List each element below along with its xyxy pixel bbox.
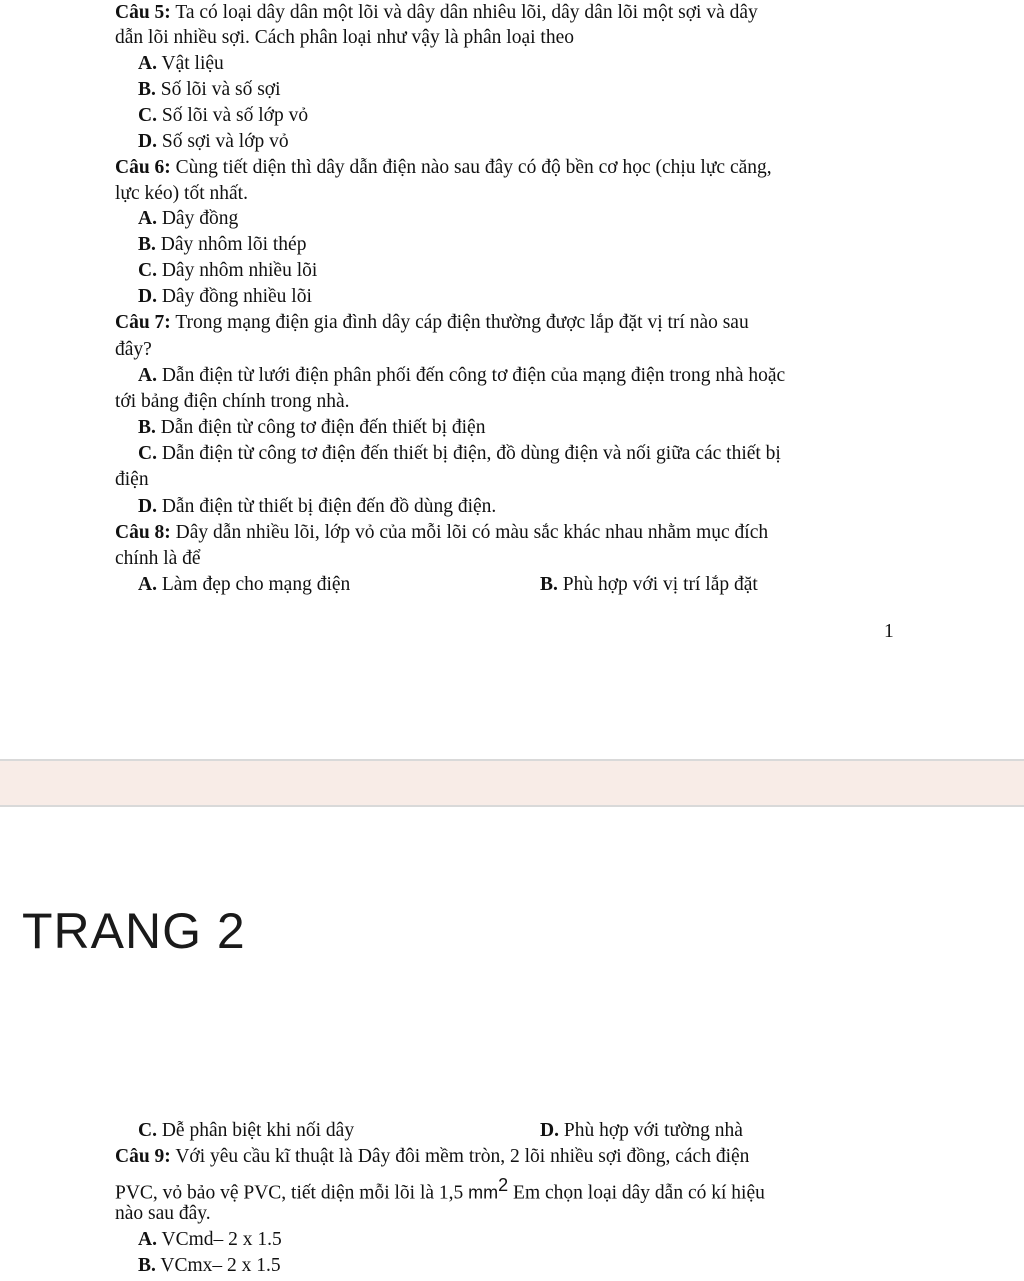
q8-option-d: D. Phù hợp với tường nhà <box>540 1120 743 1141</box>
q8-label: Câu 8: <box>115 522 171 543</box>
q5-option-d: D. Số sợi và lớp vỏ <box>138 131 289 152</box>
page-separator <box>0 759 1024 807</box>
q6-option-a: A. Dây đồng <box>138 208 239 229</box>
q7-option-a: A. Dẫn điện từ lưới điện phân phối đến công tơ điện của mạng điện trong nhà hoặc <box>138 365 786 386</box>
q7-line2: đây? <box>115 339 152 360</box>
q5-option-b: B. Số lõi và số sợi <box>138 79 281 100</box>
q5-option-c: C. Số lõi và số lớp vỏ <box>138 105 309 126</box>
q6-option-b: B. Dây nhôm lõi thép <box>138 234 307 255</box>
q8-option-b: B. Phù hợp với vị trí lắp đặt <box>540 574 758 595</box>
q7-option-d: D. Dẫn điện từ thiết bị điện đến đồ dùng điện. <box>138 496 497 517</box>
q9-line1: Câu 9: Với yêu cầu kĩ thuật là Dây đôi mềm tròn, 2 lõi nhiều sợi đồng, cách điện <box>115 1146 750 1167</box>
q7-option-c: C. Dẫn điện từ công tơ điện đến thiết bị điện, đồ dùng điện và nối giữa các thiết bị <box>138 443 781 464</box>
q5-line1: Câu 5: Ta có loại dây dân một lõi và dây dân nhiêu lõi, dây dân lõi một sợi và dây <box>115 2 758 23</box>
q8-option-c: C. Dễ phân biệt khi nối dây <box>138 1120 355 1141</box>
q5-option-a: A. Vật liệu <box>138 53 224 74</box>
q8-line1: Câu 8: Dây dẫn nhiều lõi, lớp vỏ của mỗi lõi có màu sắc khác nhau nhằm mục đích <box>115 522 769 543</box>
q6-option-d: D. Dây đồng nhiều lõi <box>138 286 312 307</box>
q6-label: Câu 6: <box>115 157 171 178</box>
q6-line1: Câu 6: Cùng tiết diện thì dây dẫn điện nào sau đây có độ bền cơ học (chịu lực căng, <box>115 157 772 178</box>
page-heading: TRANG 2 <box>22 903 246 959</box>
q9-option-a: A. VCmd– 2 x 1.5 <box>138 1229 282 1250</box>
q6-option-c: C. Dây nhôm nhiều lõi <box>138 260 318 281</box>
q7-line1: Câu 7: Trong mạng điện gia đình dây cáp điện thường được lắp đặt vị trí nào sau <box>115 312 749 333</box>
q9-label: Câu 9: <box>115 1146 171 1167</box>
q8-option-a: A. Làm đẹp cho mạng điện <box>138 574 351 595</box>
q5-label: Câu 5: <box>115 2 171 23</box>
q6-line2: lực kéo) tốt nhất. <box>115 183 248 204</box>
q7-option-b: B. Dẫn điện từ công tơ điện đến thiết bị điện <box>138 417 486 438</box>
q9-option-b: B. VCmx– 2 x 1.5 <box>138 1255 281 1276</box>
unit-mm: mm <box>468 1182 499 1203</box>
q7-option-c-line2: điện <box>115 469 149 490</box>
q5-line2: dẫn lõi nhiều sợi. Cách phân loại như vậy là phân loại theo <box>115 27 574 48</box>
q9-line3: nào sau đây. <box>115 1203 211 1224</box>
q7-label: Câu 7: <box>115 312 171 333</box>
page-number: 1 <box>884 621 894 642</box>
q7-option-a-line2: tới bảng điện chính trong nhà. <box>115 391 350 412</box>
q8-line2: chính là để <box>115 548 201 569</box>
q9-line2: PVC, vỏ bảo vệ PVC, tiết diện mỗi lõi là 1,5 $mm^2$ Em chọn loại dây dẫn có kí hiệu <box>115 1175 765 1204</box>
